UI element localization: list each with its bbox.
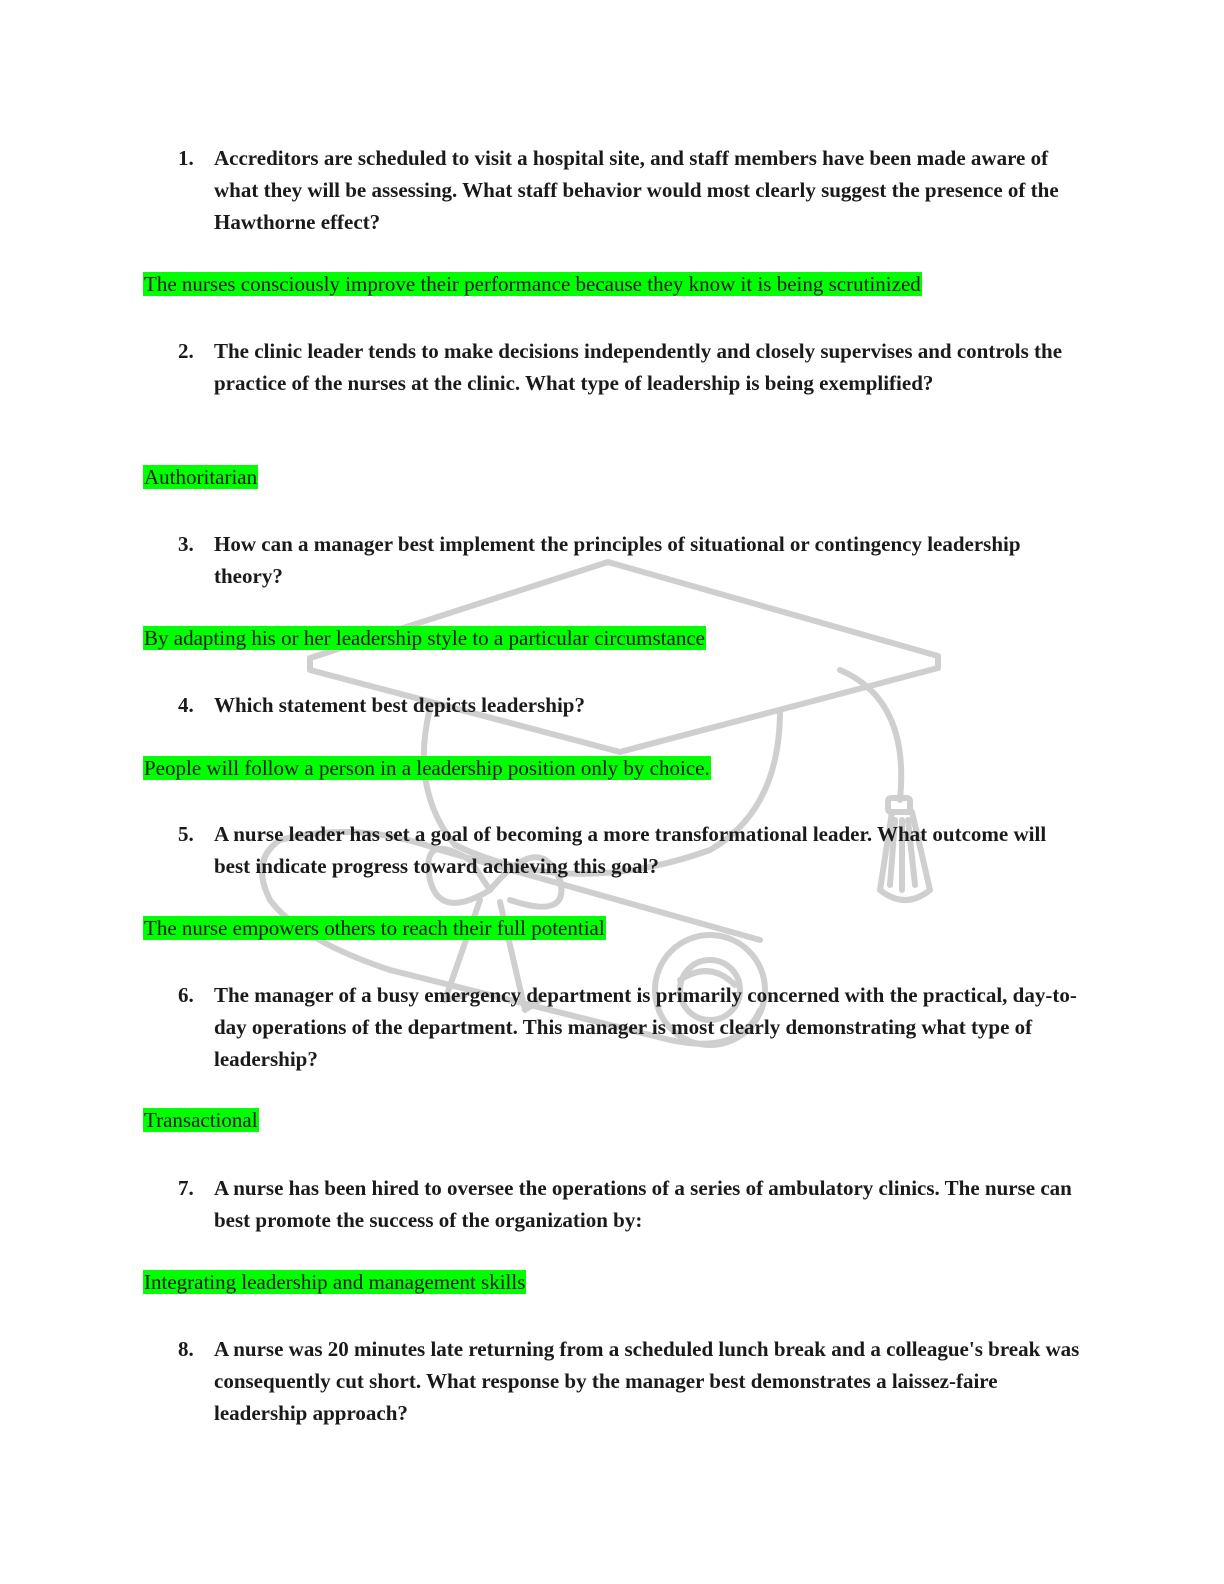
answer-highlight: By adapting his or her leadership style to a particular circumstance (144, 626, 705, 650)
question-text: A nurse leader has set a goal of becoming a more transformational leader. What outcome will best indicate progress toward achieving this goal? (214, 822, 1047, 878)
question-text: Which statement best depicts leadership? (214, 693, 585, 717)
question-number: 3. (178, 532, 194, 556)
question-text: How can a manager best implement the principles of situational or contingency leadership theory? (214, 532, 1021, 588)
answer-highlight: Integrating leadership and management skills (144, 1270, 526, 1294)
question-number: 4. (178, 693, 194, 717)
answer-highlight: The nurses consciously improve their performance because they know it is being scrutinized (144, 272, 921, 296)
answer-highlight: The nurse empowers others to reach their full potential (144, 916, 605, 940)
answer-3 (143, 625, 706, 652)
answer-4 (143, 755, 711, 782)
answer-5 (143, 915, 606, 942)
answer-highlight: Authoritarian (144, 465, 258, 489)
question-text: Accreditors are scheduled to visit a hospital site, and staff members have been made aware of what they will be assessing. What staff behavior would most clearly suggest the presence of the Hawthorne effect? (214, 146, 1059, 234)
question-text: A nurse has been hired to oversee the operations of a series of ambulatory clinics. The nurse can best promote the success of the organization by: (214, 1176, 1072, 1232)
question-number: 8. (178, 1337, 194, 1361)
question-number: 5. (178, 822, 194, 846)
answer-1 (143, 271, 922, 298)
answer-2 (143, 464, 258, 491)
answer-highlight: Transactional (144, 1108, 258, 1132)
question-text: A nurse was 20 minutes late returning from a scheduled lunch break and a colleague's break was consequently cut short. What response by the manager best demonstrates a laissez-faire leadership approach? (214, 1337, 1080, 1425)
question-number: 2. (178, 339, 194, 363)
question-number: 1. (178, 146, 194, 170)
question-text: The clinic leader tends to make decisions independently and closely supervises and controls the practice of the nurses at the clinic. What type of leadership is being exemplified? (214, 339, 1063, 395)
answer-7 (143, 1269, 526, 1296)
question-number: 6. (178, 983, 194, 1007)
question-text: The manager of a busy emergency department is primarily concerned with the practical, day-to-day operations of the department. This manager is most clearly demonstrating what type of leadership? (214, 983, 1077, 1071)
answer-highlight: People will follow a person in a leadership position only by choice. (144, 756, 710, 780)
answer-6 (143, 1107, 259, 1134)
question-number: 7. (178, 1176, 194, 1200)
